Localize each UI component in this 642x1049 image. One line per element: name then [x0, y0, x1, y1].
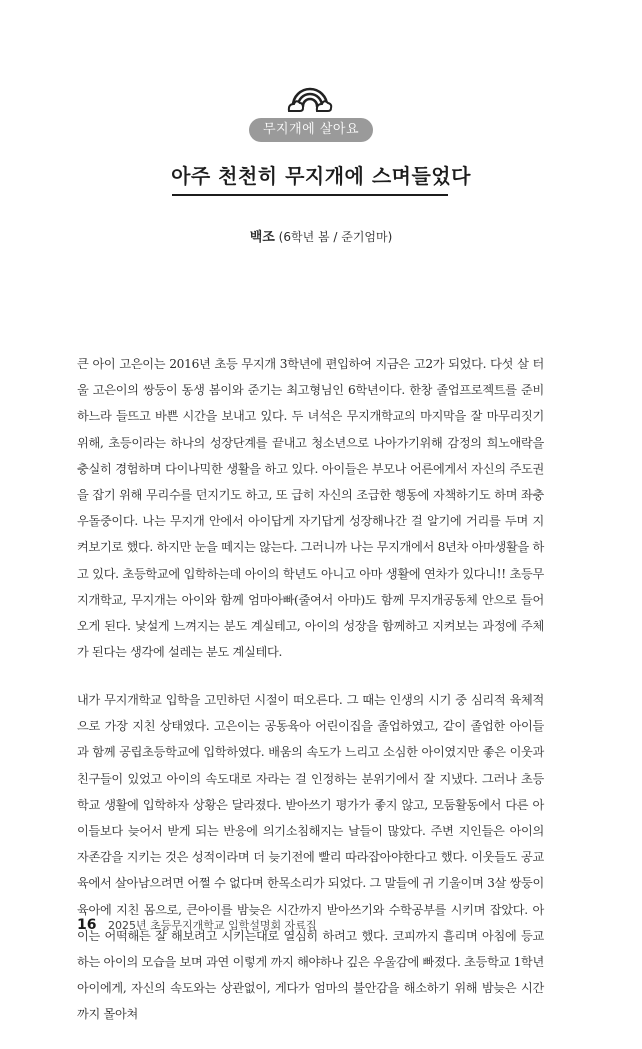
page-footer [77, 917, 316, 933]
publication-title: 2025년 초등무지개학교 입학설명회 자료집 [107, 919, 317, 932]
section-label-badge: 무지개에 살아요 [249, 118, 373, 142]
article-title: 아주 천천히 무지개에 스며들었다 [171, 164, 471, 188]
title-underline [172, 194, 448, 196]
paragraph: 큰 아이 고은이는 2016년 초등 무지개 3학년에 편입하여 지금은 고2가 되었다. 다섯 살 터울 고은이의 쌍둥이 동생 봄이와 준기는 최고형님인 6학년이다. 한창 졸업프로젝트를 준비하느라 들뜨고 바쁜 시간을 보내고 있다. 두 녀석은 무지개학교의 마지막을 잘 마무리짓기 위해, 초등이라는 하나의 성장단계를 끝내고 청소년으로 나아가기위해 감정의 희노애락을 충실히 경험하며 다이나믹한 생활을 하고 있다. 아이들은 부모나 어른에게서 자신의 주도권을 잡기 위해 무리수를 던지기도 하고, 또 급히 자신의 조급한 행동에 자책하기도 하며 좌충우돌중이다. 나는 무지개 안에서 아이답게 자기답게 성장해나간 걸 알기에 거리를 두며 지켜보기로 했다. 하지만 눈을 떼지는 않는다. 그러니까 나는 무지개에서 8년차 아마생활을 하고 있다. 초등학교에 입학하는데 아이의 학년도 아니고 아마 생활에 연차가 있다니!! 초등무지개학교, 무지개는 아이와 함께 엄마아빠(줄여서 아마)도 함께 무지개공동체 안으로 들어오게 된다. 낯설게 느껴지는 분도 계실테고, 아이의 성장을 함께하고 지켜보는 과정에 주체가 된다는 생각에 설레는 분도 계실테다. [77, 357, 544, 660]
byline [0, 226, 642, 245]
paragraph: 내가 무지개학교 입학을 고민하던 시절이 떠오른다. 그 때는 인생의 시기 중 심리적 육체적으로 가장 지친 상태였다. 고은이는 공동육아 어린이집을 졸업하였고, 같이 졸업한 아이들과 함께 공립초등학교에 입학하였다. 배움의 속도가 느리고 소심한 아이였지만 좋은 이웃과 친구들이 있었고 아이의 속도대로 자라는 걸 인정하는 분위기에서 잘 지냈다. 그러나 초등학교 생활에 입학하자 상황은 달라졌다. 받아쓰기 평가가 좋지 않고, 모둠활동에서 다른 아이들보다 늦어서 받게 되는 반응에 의기소침해지는 날들이 많았다. 주변 지인들은 아이의 자존감을 지키는 것은 성적이라며 더 늦기전에 빨리 따라잡아야한다고 했다. 이웃들도 공교육에서 살아남으려면 어쩔 수 없다며 한목소리가 되었다. 그 말들에 귀 기울이며 3살 쌍둥이육아에 지친 몸으로, 큰아이를 밤늦은 시간까지 받아쓰기와 수학공부를 시키며 잡았다. 아이는 어떡해든 잘 해보려고 시키는대로 열심히 하려고 했다. 코피까지 흘리며 아침에 등교하는 아이의 모습을 보며 과연 이렇게 까지 해야하나 깊은 우울감에 빠졌다. 초등학교 1학년 아이에게, 자신의 속도와는 상관없이, 게다가 엄마의 불안감을 해소하기 위해 밤늦은 시간까지 몰아쳐 [77, 692, 544, 1022]
author-detail: (6학년 봄 / 준기엄마) [278, 230, 393, 244]
page-number: 16 [77, 917, 97, 933]
author-name: 백조 [249, 230, 275, 245]
article-body [77, 351, 544, 1049]
rainbow-cloud-icon [287, 84, 333, 114]
